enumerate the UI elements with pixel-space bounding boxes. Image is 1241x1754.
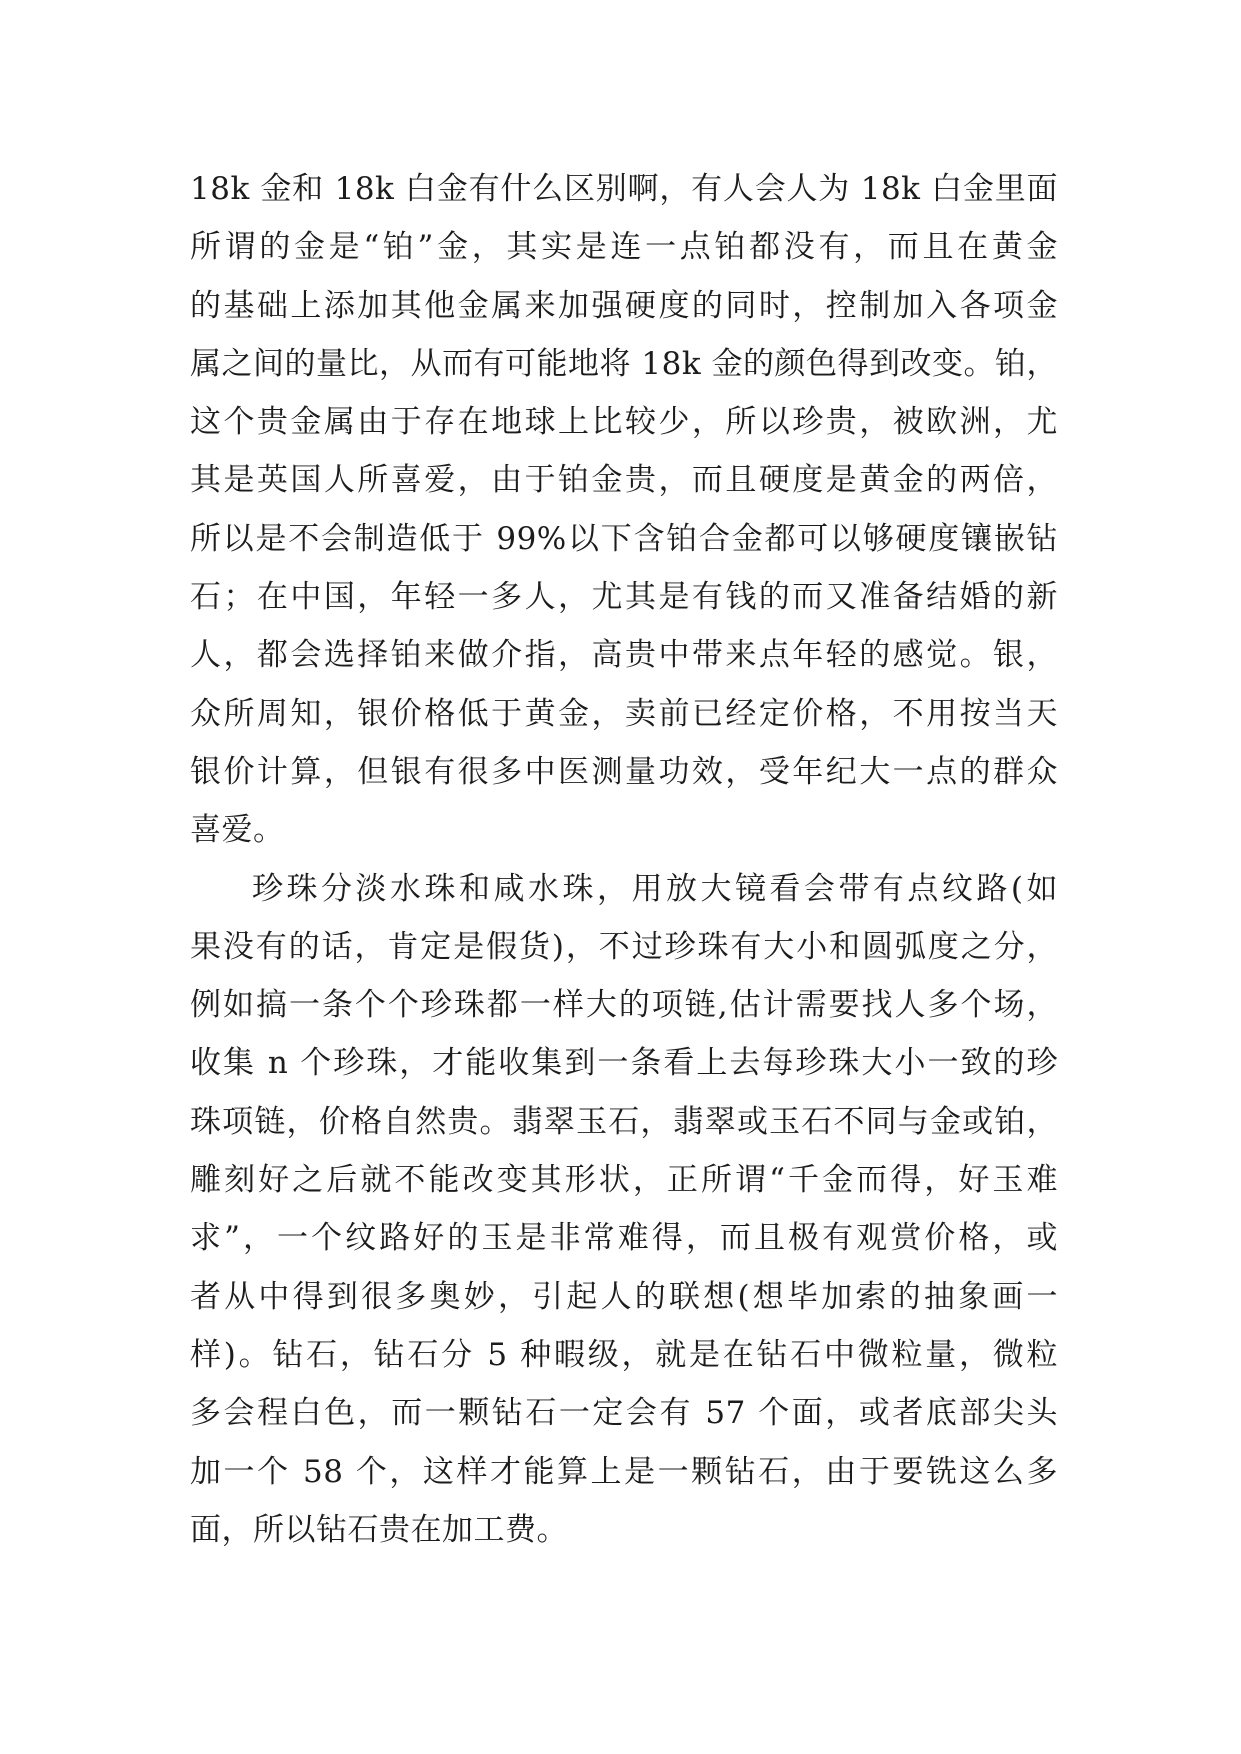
paragraph-1-line-6: 其是英国人所喜爱，由于铂金贵，而且硬度是黄金的两倍，: [190, 462, 1058, 499]
paragraph-2-line-1: 珍珠分淡水珠和咸水珠，用放大镜看会带有点纹路(如: [252, 870, 1058, 907]
paragraph-2-line-3: 例如搞一条个个珍珠都一样大的项链,估计需要找人多个场，: [190, 987, 1058, 1024]
paragraph-1-line-2: 所谓的金是“铂”金，其实是连一点铂都没有，而且在黄金: [190, 229, 1058, 266]
paragraph-1-line-7: 所以是不会制造低于 99%以下含铂合金都可以够硬度镶嵌钻: [190, 520, 1058, 557]
paragraph-2-line-11: 加一个 58 个，这样才能算上是一颗钻石，由于要铣这么多: [190, 1453, 1058, 1490]
paragraph-1-line-4: 属之间的量比，从而有可能地将 18k 金的颜色得到改变。铂，: [190, 345, 1058, 382]
paragraph-2-line-7: 求”，一个纹路好的玉是非常难得，而且极有观赏价格，或: [190, 1220, 1058, 1257]
paragraph-1-line-3: 的基础上添加其他金属来加强硬度的同时，控制加入各项金: [190, 287, 1058, 324]
paragraph-1-line-5: 这个贵金属由于存在地球上比较少，所以珍贵，被欧洲，尤: [190, 404, 1058, 441]
paragraph-1-line-9: 人，都会选择铂来做介指，高贵中带来点年轻的感觉。银，: [190, 637, 1058, 674]
paragraph-1-line-11: 银价计算，但银有很多中医测量功效，受年纪大一点的群众: [190, 753, 1058, 790]
paragraph-1-line-8: 石；在中国，年轻一多人，尤其是有钱的而又准备结婚的新: [190, 579, 1058, 616]
paragraph-2-line-9: 样)。钻石，钻石分 5 种暇级，就是在钻石中微粒量，微粒: [190, 1336, 1058, 1373]
paragraph-2-line-2: 果没有的话，肯定是假货)，不过珍珠有大小和圆弧度之分，: [190, 928, 1058, 965]
paragraph-2-line-6: 雕刻好之后就不能改变其形状，正所谓“千金而得，好玉难: [190, 1162, 1058, 1199]
paragraph-2-line-4: 收集 n 个珍珠，才能收集到一条看上去每珍珠大小一致的珍: [190, 1045, 1058, 1082]
paragraph-2-line-10: 多会程白色，而一颗钻石一定会有 57 个面，或者底部尖头: [190, 1395, 1058, 1432]
body-text: [190, 160, 1058, 1559]
paragraph-2-line-5: 珠项链，价格自然贵。翡翠玉石，翡翠或玉石不同与金或铂，: [190, 1103, 1058, 1140]
paragraph-2-line-12: 面，所以钻石贵在加工费。: [190, 1511, 568, 1548]
paragraph-1-line-10: 众所周知，银价格低于黄金，卖前已经定价格，不用按当天: [190, 695, 1058, 732]
paragraph-2-line-8: 者从中得到很多奥妙，引起人的联想(想毕加索的抽象画一: [190, 1278, 1058, 1315]
paragraph-1-line-1: 18k 金和 18k 白金有什么区别啊，有人会人为 18k 白金里面: [190, 171, 1058, 207]
paragraph-1-line-12: 喜爱。: [190, 812, 285, 849]
